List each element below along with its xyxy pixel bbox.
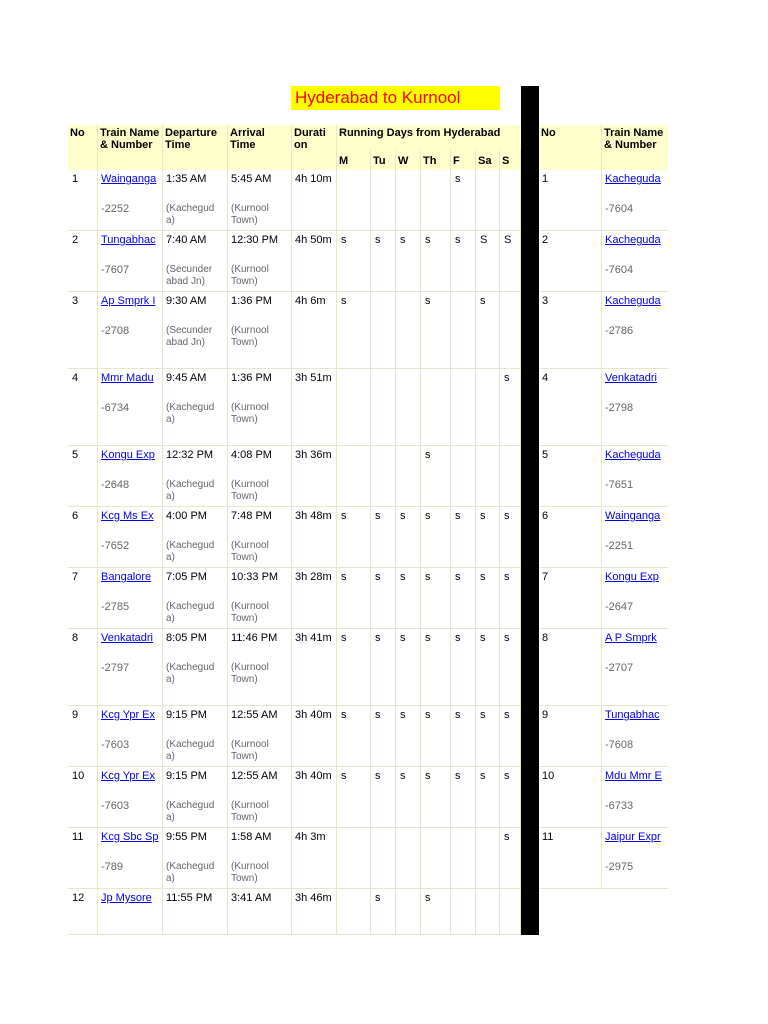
header-day-sa: Sa — [476, 150, 500, 170]
duration: 4h 6m — [295, 295, 326, 307]
arrival-station: (Kurnool Town) — [231, 739, 269, 762]
table-cell — [396, 369, 421, 446]
arrival-station: (Kurnool Town) — [231, 540, 269, 563]
table-cell — [451, 446, 476, 507]
row-number: 7 — [72, 571, 79, 583]
running-day-mark: s — [455, 770, 461, 782]
running-day-mark: s — [480, 632, 486, 644]
right-row-number: 5 — [542, 449, 549, 461]
train-name-link[interactable]: Kcg Ms Ex — [101, 510, 154, 522]
table-cell — [337, 889, 371, 935]
running-day-mark: s — [400, 770, 406, 782]
departure-station: (Kachegud a) — [166, 203, 215, 226]
table-cell — [451, 889, 476, 935]
running-day-mark: s — [375, 234, 381, 246]
right-row-number: 4 — [542, 372, 549, 384]
departure-time: 12:32 PM — [166, 449, 214, 461]
train-name-link[interactable]: Venkatadri — [101, 632, 153, 644]
row-number: 6 — [72, 510, 79, 522]
departure-station: (Secunder abad Jn) — [166, 264, 213, 287]
header-running-days: Running Days from Hyderabad — [337, 125, 521, 150]
header-right-train: Train Name & Number — [602, 125, 668, 170]
running-day-mark: s — [375, 892, 381, 904]
departure-time: 9:55 PM — [166, 831, 207, 843]
right-train-number: -2707 — [605, 662, 634, 674]
table-cell — [539, 706, 602, 767]
row-number: 10 — [72, 770, 85, 782]
right-train-name-link[interactable]: Jaipur Expr — [605, 831, 661, 843]
header-train: Train Name & Number — [98, 125, 163, 170]
departure-time: 9:30 AM — [166, 295, 207, 307]
train-number: -2708 — [101, 325, 130, 337]
table-cell — [396, 292, 421, 369]
running-day-mark: s — [480, 295, 486, 307]
train-name-link[interactable]: Bangalore — [101, 571, 152, 583]
running-day-mark: s — [375, 632, 381, 644]
table-cell — [371, 828, 396, 889]
header-duration: Durati on — [292, 125, 337, 170]
departure-time: 11:55 PM — [166, 892, 213, 904]
page-title: Hyderabad to Kurnool — [291, 86, 500, 110]
train-number: -7652 — [101, 540, 130, 552]
running-day-mark: s — [455, 571, 461, 583]
right-train-number: -2975 — [605, 861, 634, 873]
header-arrival: Arrival Time — [228, 125, 292, 170]
duration: 3h 40m — [295, 770, 332, 782]
right-train-number: -7608 — [605, 739, 634, 751]
table-cell — [337, 446, 371, 507]
departure-time: 4:00 PM — [166, 510, 207, 522]
departure-station: (Kachegud a) — [166, 662, 215, 685]
right-train-name-link[interactable]: Tungabhac — [605, 709, 660, 721]
table-cell — [539, 446, 602, 507]
running-day-mark: s — [400, 234, 406, 246]
header-day-w: W — [396, 150, 421, 170]
train-name-link[interactable]: Mmr Madu — [101, 372, 154, 384]
running-day-mark: s — [425, 234, 431, 246]
running-day-mark: s — [504, 372, 510, 384]
running-day-mark: s — [480, 571, 486, 583]
arrival-station: (Kurnool Town) — [231, 601, 269, 624]
duration: 3h 28m — [295, 571, 332, 583]
header-day-tu: Tu — [371, 150, 396, 170]
arrival-station: (Kurnool Town) — [231, 325, 269, 348]
running-day-mark: s — [375, 571, 381, 583]
table-cell — [500, 170, 521, 231]
running-day-mark: S — [480, 234, 488, 246]
right-train-name-link[interactable]: Kongu Exp — [605, 571, 659, 583]
table-cell — [476, 446, 500, 507]
running-day-mark: s — [375, 770, 381, 782]
arrival-time: 5:45 AM — [231, 173, 272, 185]
header-day-th: Th — [421, 150, 451, 170]
right-row-number: 8 — [542, 632, 549, 644]
arrival-time: 4:08 PM — [231, 449, 272, 461]
train-name-link[interactable]: Kcg Ypr Ex — [101, 770, 156, 782]
running-day-mark: s — [341, 510, 347, 522]
right-row-number: 7 — [542, 571, 549, 583]
table-cell — [539, 170, 602, 231]
running-day-mark: s — [375, 510, 381, 522]
train-name-link[interactable]: Kcg Ypr Ex — [101, 709, 156, 721]
train-name-link[interactable]: Jp Mysore — [101, 892, 152, 904]
arrival-station: (Kurnool Town) — [231, 662, 269, 685]
train-number: -789 — [101, 861, 124, 873]
arrival-time: 1:36 PM — [231, 372, 272, 384]
column-divider-bar — [521, 86, 539, 935]
arrival-station: (Kurnool Town) — [231, 264, 269, 287]
train-number: -7607 — [101, 264, 130, 276]
arrival-station: (Kurnool Town) — [231, 479, 269, 502]
table-cell — [371, 446, 396, 507]
row-number: 2 — [72, 234, 79, 246]
running-day-mark: s — [455, 173, 461, 185]
table-cell — [371, 292, 396, 369]
running-day-mark: s — [400, 632, 406, 644]
running-day-mark: s — [504, 831, 510, 843]
table-cell — [396, 170, 421, 231]
running-day-mark: s — [455, 632, 461, 644]
table-cell — [476, 369, 500, 446]
arrival-time: 12:55 AM — [231, 709, 278, 721]
right-train-number: -6733 — [605, 800, 634, 812]
table-cell — [371, 170, 396, 231]
running-day-mark: S — [504, 234, 512, 246]
right-row-number: 10 — [542, 770, 555, 782]
table-cell — [396, 889, 421, 935]
right-train-name-link[interactable]: Kacheguda — [605, 173, 661, 185]
running-day-mark: s — [504, 709, 510, 721]
table-cell — [396, 828, 421, 889]
arrival-time: 1:58 AM — [231, 831, 272, 843]
right-train-number: -2798 — [605, 402, 634, 414]
row-number: 8 — [72, 632, 79, 644]
row-number: 5 — [72, 449, 79, 461]
departure-time: 8:05 PM — [166, 632, 207, 644]
train-number: -2252 — [101, 203, 130, 215]
arrival-station: (Kurnool Town) — [231, 800, 269, 823]
arrival-time: 1:36 PM — [231, 295, 272, 307]
row-number: 1 — [72, 173, 79, 185]
running-day-mark: s — [341, 632, 347, 644]
duration: 3h 51m — [295, 372, 332, 384]
table-cell — [451, 828, 476, 889]
table-cell — [421, 369, 451, 446]
duration: 3h 36m — [295, 449, 332, 461]
row-number: 12 — [72, 892, 85, 904]
right-row-number: 2 — [542, 234, 549, 246]
header-right-no: No — [539, 125, 602, 170]
train-number: -6734 — [101, 402, 130, 414]
running-day-mark: s — [425, 571, 431, 583]
right-row-number: 9 — [542, 709, 549, 721]
train-number: -2797 — [101, 662, 130, 674]
departure-time: 9:15 PM — [166, 770, 207, 782]
table-cell — [539, 568, 602, 629]
running-day-mark: s — [425, 510, 431, 522]
right-train-name-link[interactable]: A P Smprk — [605, 632, 657, 644]
table-cell — [500, 446, 521, 507]
table-cell — [539, 292, 602, 369]
table-cell — [539, 629, 602, 706]
departure-station: (Kachegud a) — [166, 479, 215, 502]
right-train-number: -7651 — [605, 479, 634, 491]
running-day-mark: s — [480, 709, 486, 721]
duration: 3h 41m — [295, 632, 332, 644]
table-cell — [451, 369, 476, 446]
train-number: -2785 — [101, 601, 130, 613]
running-day-mark: s — [341, 234, 347, 246]
running-day-mark: s — [504, 632, 510, 644]
table-cell — [337, 828, 371, 889]
running-day-mark: s — [504, 510, 510, 522]
running-day-mark: s — [425, 632, 431, 644]
departure-station: (Kachegud a) — [166, 861, 215, 884]
right-row-number: 3 — [542, 295, 549, 307]
departure-station: (Secunder abad Jn) — [166, 325, 213, 348]
departure-time: 7:05 PM — [166, 571, 207, 583]
running-day-mark: s — [504, 571, 510, 583]
table-cell — [337, 369, 371, 446]
header-no: No — [68, 125, 98, 170]
table-cell — [451, 292, 476, 369]
right-train-number: -2647 — [605, 601, 634, 613]
row-number: 11 — [72, 831, 84, 843]
departure-station: (Kachegud a) — [166, 601, 215, 624]
running-day-mark: s — [425, 449, 431, 461]
running-day-mark: s — [455, 234, 461, 246]
header-day-s: S — [500, 150, 521, 170]
running-day-mark: s — [425, 709, 431, 721]
arrival-time: 7:48 PM — [231, 510, 272, 522]
table-cell — [476, 889, 500, 935]
row-number: 9 — [72, 709, 79, 721]
departure-time: 9:15 PM — [166, 709, 207, 721]
arrival-station: (Kurnool Town) — [231, 861, 269, 884]
table-cell — [371, 369, 396, 446]
row-number: 4 — [72, 372, 79, 384]
header-departure: Departure Time — [163, 125, 228, 170]
duration: 4h 50m — [295, 234, 332, 246]
train-number: -2648 — [101, 479, 130, 491]
arrival-station: (Kurnool Town) — [231, 402, 269, 425]
departure-time: 7:40 AM — [166, 234, 207, 246]
right-train-name-link[interactable]: Venkatadri — [605, 372, 657, 384]
right-train-number: -2251 — [605, 540, 634, 552]
arrival-station: (Kurnool Town) — [231, 203, 269, 226]
header-day-f: F — [451, 150, 476, 170]
table-cell — [539, 231, 602, 292]
duration: 4h 3m — [295, 831, 326, 843]
train-name-link[interactable]: Kongu Exp — [101, 449, 155, 461]
right-train-name-link[interactable]: Kacheguda — [605, 234, 661, 246]
arrival-time: 12:55 AM — [231, 770, 278, 782]
running-day-mark: s — [400, 510, 406, 522]
running-day-mark: s — [400, 571, 406, 583]
table-cell — [539, 369, 602, 446]
running-day-mark: s — [480, 770, 486, 782]
running-day-mark: s — [375, 709, 381, 721]
right-row-number: 1 — [542, 173, 549, 185]
table-cell — [539, 507, 602, 568]
departure-station: (Kachegud a) — [166, 800, 215, 823]
right-train-name-link[interactable]: Waingangа — [605, 510, 661, 522]
running-day-mark: s — [425, 295, 431, 307]
train-name-link[interactable]: Ap Smprk I — [101, 295, 156, 307]
table-cell — [396, 446, 421, 507]
train-name-link[interactable]: Kcg Sbc Sp — [101, 831, 159, 843]
running-day-mark: s — [504, 770, 510, 782]
train-name-link[interactable]: Tungabhac — [101, 234, 156, 246]
table-cell — [476, 828, 500, 889]
arrival-time: 12:30 PM — [231, 234, 279, 246]
departure-station: (Kachegud a) — [166, 540, 215, 563]
running-day-mark: s — [455, 510, 461, 522]
right-row-number: 6 — [542, 510, 549, 522]
table-cell — [476, 170, 500, 231]
departure-station: (Kachegud a) — [166, 402, 215, 425]
right-train-number: -7604 — [605, 264, 634, 276]
arrival-time: 10:33 PM — [231, 571, 279, 583]
right-train-name-link[interactable]: Mdu Mmr E — [605, 770, 662, 782]
table-cell — [500, 889, 521, 935]
running-day-mark: s — [341, 295, 347, 307]
running-day-mark: s — [425, 770, 431, 782]
running-day-mark: s — [341, 709, 347, 721]
duration: 3h 46m — [295, 892, 332, 904]
running-day-mark: s — [455, 709, 461, 721]
right-row-number: 11 — [542, 831, 554, 843]
right-train-number: -2786 — [605, 325, 634, 337]
departure-time: 1:35 AM — [166, 173, 207, 185]
arrival-time: 3:41 AM — [231, 892, 272, 904]
train-name-link[interactable]: Waingangа — [101, 173, 157, 185]
running-day-mark: s — [400, 709, 406, 721]
right-train-name-link[interactable]: Kacheguda — [605, 295, 661, 307]
running-day-mark: s — [341, 770, 347, 782]
train-number: -7603 — [101, 800, 130, 812]
running-day-mark: s — [341, 571, 347, 583]
running-day-mark: s — [425, 892, 431, 904]
arrival-time: 11:46 PM — [231, 632, 278, 644]
running-day-mark: s — [480, 510, 486, 522]
right-train-name-link[interactable]: Kacheguda — [605, 449, 661, 461]
table-cell — [500, 292, 521, 369]
duration: 4h 10m — [295, 173, 332, 185]
duration: 3h 40m — [295, 709, 332, 721]
right-train-number: -7604 — [605, 203, 634, 215]
row-number: 3 — [72, 295, 79, 307]
table-cell — [421, 170, 451, 231]
departure-time: 9:45 AM — [166, 372, 207, 384]
table-cell — [421, 828, 451, 889]
duration: 3h 48m — [295, 510, 332, 522]
table-cell — [337, 170, 371, 231]
header-day-m: M — [337, 150, 371, 170]
departure-station: (Kachegud a) — [166, 739, 215, 762]
train-number: -7603 — [101, 739, 130, 751]
